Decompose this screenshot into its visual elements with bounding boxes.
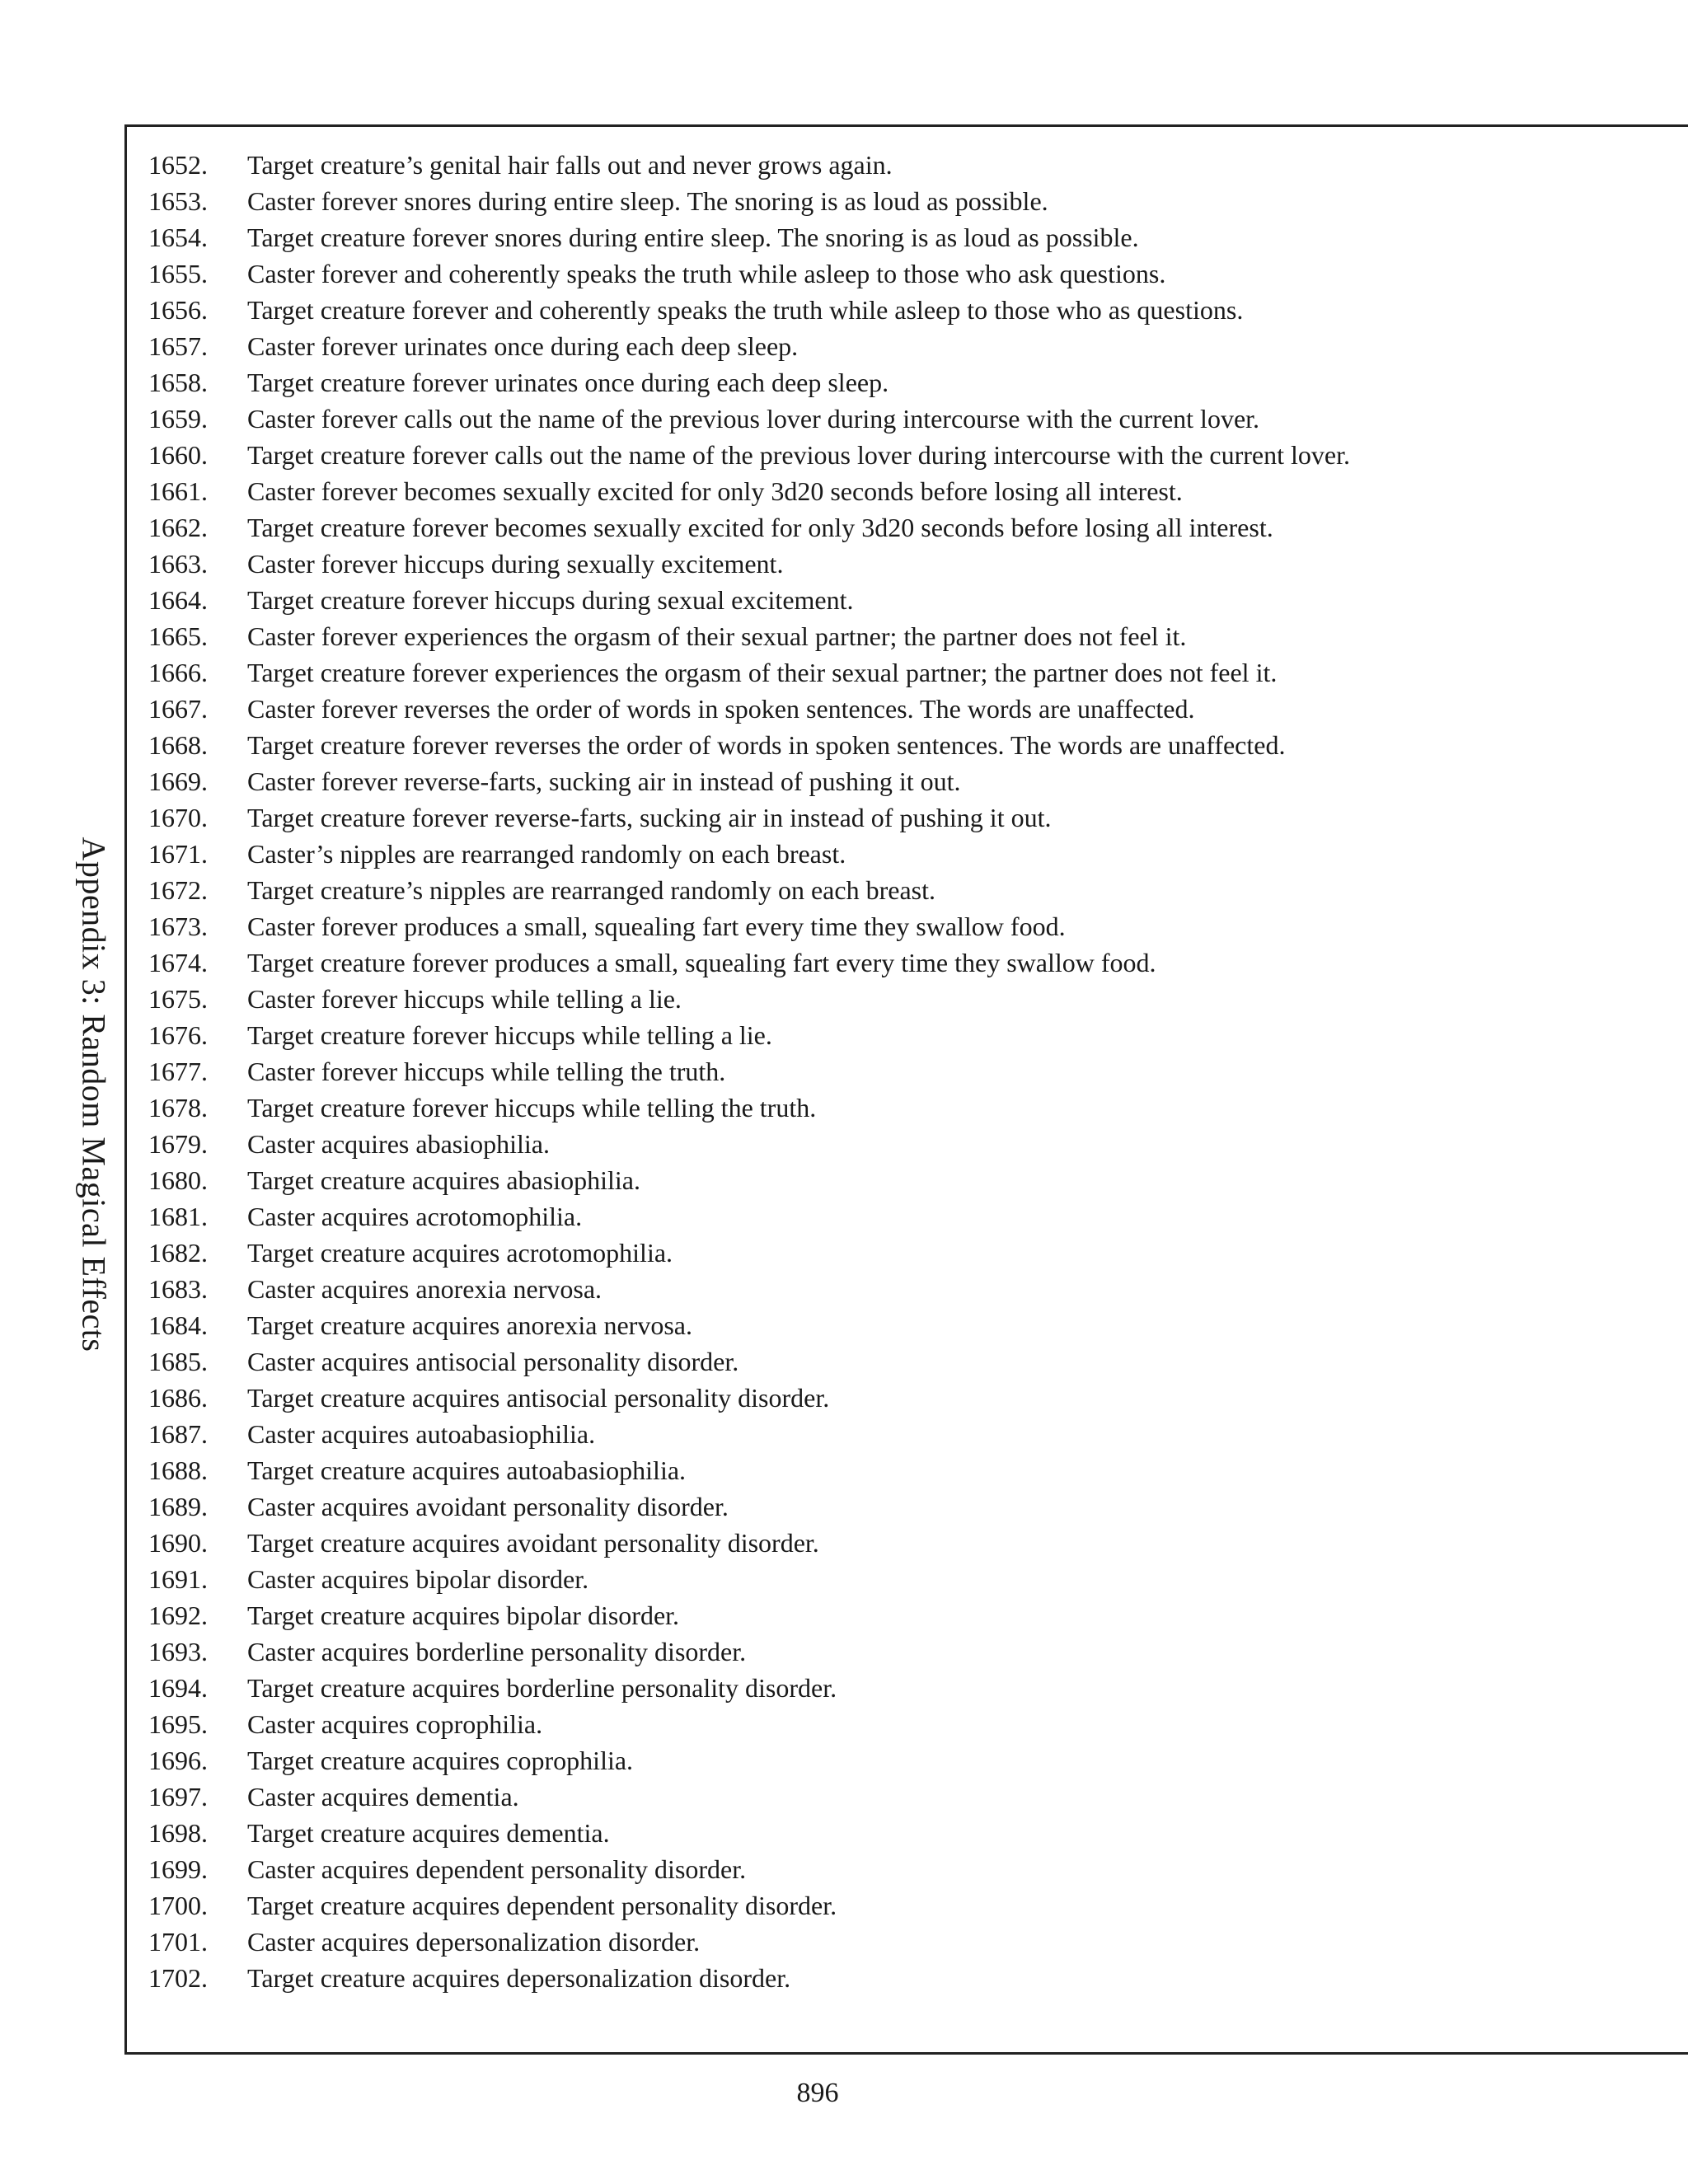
list-item	[148, 763, 1350, 799]
entry-number: 1677.	[148, 1057, 208, 1086]
entry-text: Caster forever snores during entire sleep. The snoring is as loud as possible.	[247, 186, 1048, 216]
entry-text: Caster forever reverses the order of words in spoken sentences. The words are unaffected.	[247, 694, 1195, 724]
list-item	[148, 1779, 1350, 1815]
entry-number: 1671.	[148, 839, 208, 869]
list-item	[148, 546, 1350, 582]
list-item	[148, 1815, 1350, 1851]
entry-text: Caster acquires autoabasiophilia.	[247, 1419, 596, 1449]
list-item	[148, 1670, 1350, 1706]
list-item	[148, 981, 1350, 1017]
entry-text: Target creature acquires abasiophilia.	[247, 1165, 640, 1195]
entry-number: 1680.	[148, 1165, 208, 1195]
entry-number: 1655.	[148, 259, 208, 288]
list-item	[148, 1307, 1350, 1343]
entry-number: 1685.	[148, 1347, 208, 1376]
entry-text: Caster forever urinates once during each deep sleep.	[247, 331, 799, 361]
entry-number: 1675.	[148, 984, 208, 1014]
list-item	[148, 364, 1350, 401]
entry-number: 1662.	[148, 513, 208, 542]
entry-number: 1656.	[148, 295, 208, 325]
entry-number: 1672.	[148, 875, 208, 905]
entry-text: Target creature acquires depersonalization disorder.	[247, 1963, 791, 1993]
entry-text: Target creature’s nipples are rearranged randomly on each breast.	[247, 875, 935, 905]
list-item	[148, 908, 1350, 944]
entry-number: 1653.	[148, 186, 208, 216]
entry-number: 1654.	[148, 223, 208, 252]
entry-number: 1687.	[148, 1419, 208, 1449]
entry-text: Caster acquires antisocial personality disorder.	[247, 1347, 739, 1376]
list-item	[148, 401, 1350, 437]
entry-text: Target creature forever hiccups while telling the truth.	[247, 1093, 817, 1122]
entry-number: 1667.	[148, 694, 208, 724]
entry-text: Target creature acquires antisocial personality disorder.	[247, 1383, 830, 1413]
entry-number: 1697.	[148, 1782, 208, 1811]
list-item	[148, 944, 1350, 981]
entry-number: 1668.	[148, 730, 208, 760]
entry-text: Caster acquires coprophilia.	[247, 1709, 543, 1739]
list-item	[148, 1090, 1350, 1126]
entry-text: Caster forever experiences the orgasm of their sexual partner; the partner does not feel it.	[247, 621, 1187, 651]
entry-number: 1674.	[148, 948, 208, 977]
entry-text: Target creature forever reverse-farts, sucking air in instead of pushing it out.	[247, 803, 1052, 832]
list-item	[148, 1235, 1350, 1271]
entry-number: 1684.	[148, 1310, 208, 1340]
list-item	[148, 1525, 1350, 1561]
entry-text: Caster forever becomes sexually excited for only 3d20 seconds before losing all interest.	[247, 476, 1183, 506]
list-item	[148, 292, 1350, 328]
entry-number: 1692.	[148, 1601, 208, 1630]
entry-text: Target creature forever produces a small, squealing fart every time they swallow food.	[247, 948, 1156, 977]
entry-text: Target creature forever hiccups while telling a lie.	[247, 1020, 772, 1050]
entry-number: 1700.	[148, 1891, 208, 1920]
entry-number: 1689.	[148, 1492, 208, 1521]
entry-number: 1698.	[148, 1818, 208, 1848]
entry-number: 1663.	[148, 549, 208, 579]
list-item	[148, 509, 1350, 546]
list-item	[148, 473, 1350, 509]
entry-text: Caster forever calls out the name of the previous lover during intercourse with the current lover.	[247, 404, 1260, 434]
list-item	[148, 183, 1350, 219]
entry-number: 1688.	[148, 1455, 208, 1485]
entry-text: Target creature forever experiences the orgasm of their sexual partner; the partner does not feel it.	[247, 658, 1278, 687]
entry-text: Caster acquires abasiophilia.	[247, 1129, 550, 1159]
list-item	[148, 1851, 1350, 1887]
entry-text: Caster acquires anorexia nervosa.	[247, 1274, 603, 1304]
list-item	[148, 1126, 1350, 1162]
entry-text: Target creature acquires dependent personality disorder.	[247, 1891, 837, 1920]
entry-number: 1696.	[148, 1746, 208, 1775]
entry-number: 1694.	[148, 1673, 208, 1703]
list-item	[148, 1742, 1350, 1779]
list-item	[148, 1561, 1350, 1597]
list-item	[148, 1887, 1350, 1924]
entry-number: 1681.	[148, 1202, 208, 1231]
entry-text: Caster acquires dementia.	[247, 1782, 519, 1811]
entry-text: Caster acquires dependent personality disorder.	[247, 1854, 747, 1884]
list-item	[148, 618, 1350, 654]
entry-number: 1686.	[148, 1383, 208, 1413]
entry-text: Target creature acquires coprophilia.	[247, 1746, 634, 1775]
list-item	[148, 1162, 1350, 1198]
list-item	[148, 582, 1350, 618]
entry-number: 1661.	[148, 476, 208, 506]
list-item	[148, 1343, 1350, 1380]
entry-number: 1701.	[148, 1927, 208, 1957]
list-item	[148, 727, 1350, 763]
entry-text: Caster acquires depersonalization disorder.	[247, 1927, 701, 1957]
list-item	[148, 255, 1350, 292]
list-item	[148, 1960, 1350, 1996]
list-item	[148, 1597, 1350, 1633]
list-item	[148, 799, 1350, 836]
entry-text: Target creature acquires anorexia nervosa.	[247, 1310, 692, 1340]
entry-number: 1679.	[148, 1129, 208, 1159]
entry-number: 1673.	[148, 912, 208, 941]
list-item	[148, 1633, 1350, 1670]
list-item	[148, 691, 1350, 727]
entry-text: Target creature acquires borderline personality disorder.	[247, 1673, 837, 1703]
entry-text: Caster forever hiccups while telling a lie.	[247, 984, 682, 1014]
entry-text: Target creature acquires avoidant personality disorder.	[247, 1528, 819, 1558]
entry-text: Target creature forever snores during entire sleep. The snoring is as loud as possible.	[247, 223, 1139, 252]
entry-text: Target creature acquires acrotomophilia.	[247, 1238, 673, 1268]
entry-text: Target creature forever hiccups during sexual excitement.	[247, 585, 854, 615]
entry-text: Caster forever reverse-farts, sucking air in instead of pushing it out.	[247, 766, 961, 796]
entry-number: 1702.	[148, 1963, 208, 1993]
list-item	[148, 872, 1350, 908]
entry-number: 1699.	[148, 1854, 208, 1884]
list-item	[148, 1706, 1350, 1742]
entry-text: Target creature acquires bipolar disorder.	[247, 1601, 680, 1630]
entry-text: Caster acquires bipolar disorder.	[247, 1564, 589, 1594]
entry-text: Caster acquires avoidant personality disorder.	[247, 1492, 729, 1521]
entry-text: Target creature forever calls out the name of the previous lover during intercourse with the current lover.	[247, 440, 1350, 470]
entry-text: Target creature forever and coherently speaks the truth while asleep to those who as questions.	[247, 295, 1244, 325]
list-item	[148, 1380, 1350, 1416]
entry-number: 1670.	[148, 803, 208, 832]
entry-number: 1676.	[148, 1020, 208, 1050]
entry-text: Caster acquires borderline personality disorder.	[247, 1637, 747, 1666]
entry-number: 1693.	[148, 1637, 208, 1666]
entry-text: Target creature acquires autoabasiophilia.	[247, 1455, 687, 1485]
list-item	[148, 219, 1350, 255]
list-item	[148, 1488, 1350, 1525]
side-title: Appendix 3: Random Magical Effects	[75, 837, 113, 1352]
entry-text: Caster’s nipples are rearranged randomly on each breast.	[247, 839, 846, 869]
list-item	[148, 836, 1350, 872]
page-number: 896	[796, 2078, 839, 2108]
list-item	[148, 437, 1350, 473]
list-item	[148, 1416, 1350, 1452]
list-item	[148, 1924, 1350, 1960]
entry-text: Caster acquires acrotomophilia.	[247, 1202, 583, 1231]
list-item	[148, 1017, 1350, 1053]
entry-text: Target creature forever urinates once during each deep sleep.	[247, 368, 889, 397]
list-item	[148, 1053, 1350, 1090]
entry-number: 1665.	[148, 621, 208, 651]
entry-text: Target creature acquires dementia.	[247, 1818, 610, 1848]
entry-text: Target creature’s genital hair falls out and never grows again.	[247, 150, 893, 180]
entry-text: Target creature forever becomes sexually excited for only 3d20 seconds before losing all interest.	[247, 513, 1273, 542]
entry-number: 1678.	[148, 1093, 208, 1122]
entry-number: 1690.	[148, 1528, 208, 1558]
list-item	[148, 1452, 1350, 1488]
entry-text: Caster forever and coherently speaks the truth while asleep to those who ask questions.	[247, 259, 1166, 288]
entry-text: Target creature forever reverses the order of words in spoken sentences. The words are unaffected.	[247, 730, 1286, 760]
entry-number: 1660.	[148, 440, 208, 470]
entry-number: 1652.	[148, 150, 208, 180]
list-item	[148, 1271, 1350, 1307]
entry-number: 1691.	[148, 1564, 208, 1594]
entry-number: 1683.	[148, 1274, 208, 1304]
entry-number: 1659.	[148, 404, 208, 434]
entry-number: 1669.	[148, 766, 208, 796]
list-item	[148, 1198, 1350, 1235]
list-item	[148, 654, 1350, 691]
effects-list	[148, 147, 1350, 1996]
entry-text: Caster forever hiccups during sexually excitement.	[247, 549, 784, 579]
entry-number: 1664.	[148, 585, 208, 615]
list-item	[148, 328, 1350, 364]
entry-number: 1695.	[148, 1709, 208, 1739]
entry-number: 1657.	[148, 331, 208, 361]
entry-text: Caster forever hiccups while telling the truth.	[247, 1057, 726, 1086]
entry-number: 1682.	[148, 1238, 208, 1268]
entry-number: 1666.	[148, 658, 208, 687]
entry-text: Caster forever produces a small, squealing fart every time they swallow food.	[247, 912, 1066, 941]
entry-number: 1658.	[148, 368, 208, 397]
list-item	[148, 147, 1350, 183]
